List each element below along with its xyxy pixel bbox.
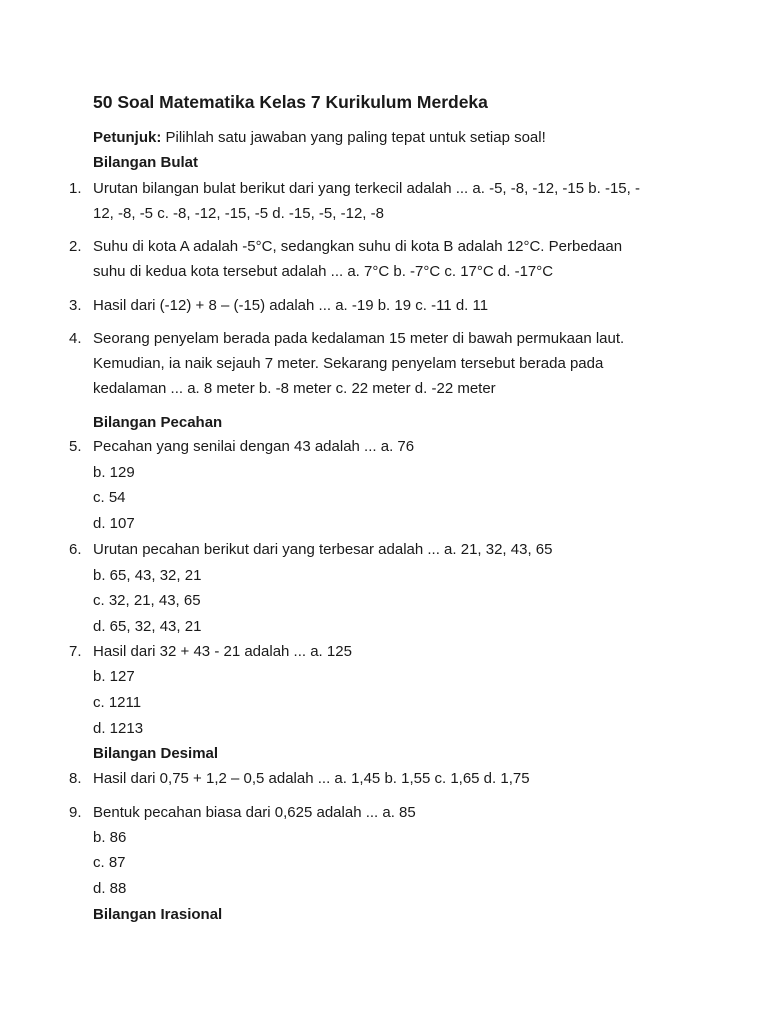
answer-option: d. 107 <box>93 515 135 532</box>
answer-option: d. 88 <box>93 880 127 897</box>
answer-option: b. 129 <box>93 464 135 481</box>
section-heading: Bilangan Pecahan <box>93 414 223 431</box>
answer-option: c. 1211 <box>93 694 142 711</box>
question-number: 1. <box>69 180 82 197</box>
question-number: 9. <box>69 804 82 821</box>
question-number: 3. <box>69 297 82 314</box>
question-line: Suhu di kota A adalah -5°C, sedangkan suhu di kota B adalah 12°C. Perbedaan <box>93 238 623 255</box>
answer-option: c. 87 <box>93 854 126 871</box>
instruction <box>93 128 546 148</box>
question-number: 5. <box>69 438 82 455</box>
question-number: 7. <box>69 643 82 660</box>
instruction-label: Petunjuk: <box>93 129 162 146</box>
question-number: 6. <box>69 541 82 558</box>
question-line: Hasil dari (-12) + 8 – (-15) adalah ... a. -19 b. 19 c. -11 d. 11 <box>93 297 489 314</box>
question-line: Seorang penyelam berada pada kedalaman 15 meter di bawah permukaan laut. <box>93 330 625 347</box>
question-line: suhu di kedua kota tersebut adalah ... a. 7°C b. -7°C c. 17°C d. -17°C <box>93 263 554 280</box>
question-number: 4. <box>69 330 82 347</box>
instruction-text: Pilihlah satu jawaban yang paling tepat untuk setiap soal! <box>165 129 546 146</box>
answer-option: b. 127 <box>93 668 135 685</box>
question-line: Hasil dari 0,75 + 1,2 – 0,5 adalah ... a. 1,45 b. 1,55 c. 1,65 d. 1,75 <box>93 770 530 787</box>
section-heading: Bilangan Bulat <box>93 154 199 171</box>
question-line: Pecahan yang senilai dengan 43 adalah ... a. 76 <box>93 438 415 455</box>
question-line: Hasil dari 32 + 43 - 21 adalah ... a. 125 <box>93 643 352 660</box>
question-line: kedalaman ... a. 8 meter b. -8 meter c. 22 meter d. -22 meter <box>93 380 496 397</box>
section-heading: Bilangan Irasional <box>93 906 223 923</box>
answer-option: b. 65, 43, 32, 21 <box>93 567 202 584</box>
answer-option: d. 65, 32, 43, 21 <box>93 618 202 635</box>
question-line: Urutan bilangan bulat berikut dari yang terkecil adalah ... a. -5, -8, -12, -15 b. -15, - <box>93 180 640 197</box>
answer-option: c. 54 <box>93 489 126 506</box>
question-line: Bentuk pecahan biasa dari 0,625 adalah ... a. 85 <box>93 804 416 821</box>
answer-option: b. 86 <box>93 829 127 846</box>
question-line: 12, -8, -5 c. -8, -12, -15, -5 d. -15, -5, -12, -8 <box>93 205 384 222</box>
question-number: 2. <box>69 238 82 255</box>
section-heading: Bilangan Desimal <box>93 745 219 762</box>
answer-option: c. 32, 21, 43, 65 <box>93 592 201 609</box>
answer-option: d. 1213 <box>93 720 144 737</box>
question-line: Urutan pecahan berikut dari yang terbesar adalah ... a. 21, 32, 43, 65 <box>93 541 553 558</box>
question-line: Kemudian, ia naik sejauh 7 meter. Sekarang penyelam tersebut berada pada <box>93 355 604 372</box>
page-title: 50 Soal Matematika Kelas 7 Kurikulum Merdeka <box>93 92 488 112</box>
question-number: 8. <box>69 770 82 787</box>
